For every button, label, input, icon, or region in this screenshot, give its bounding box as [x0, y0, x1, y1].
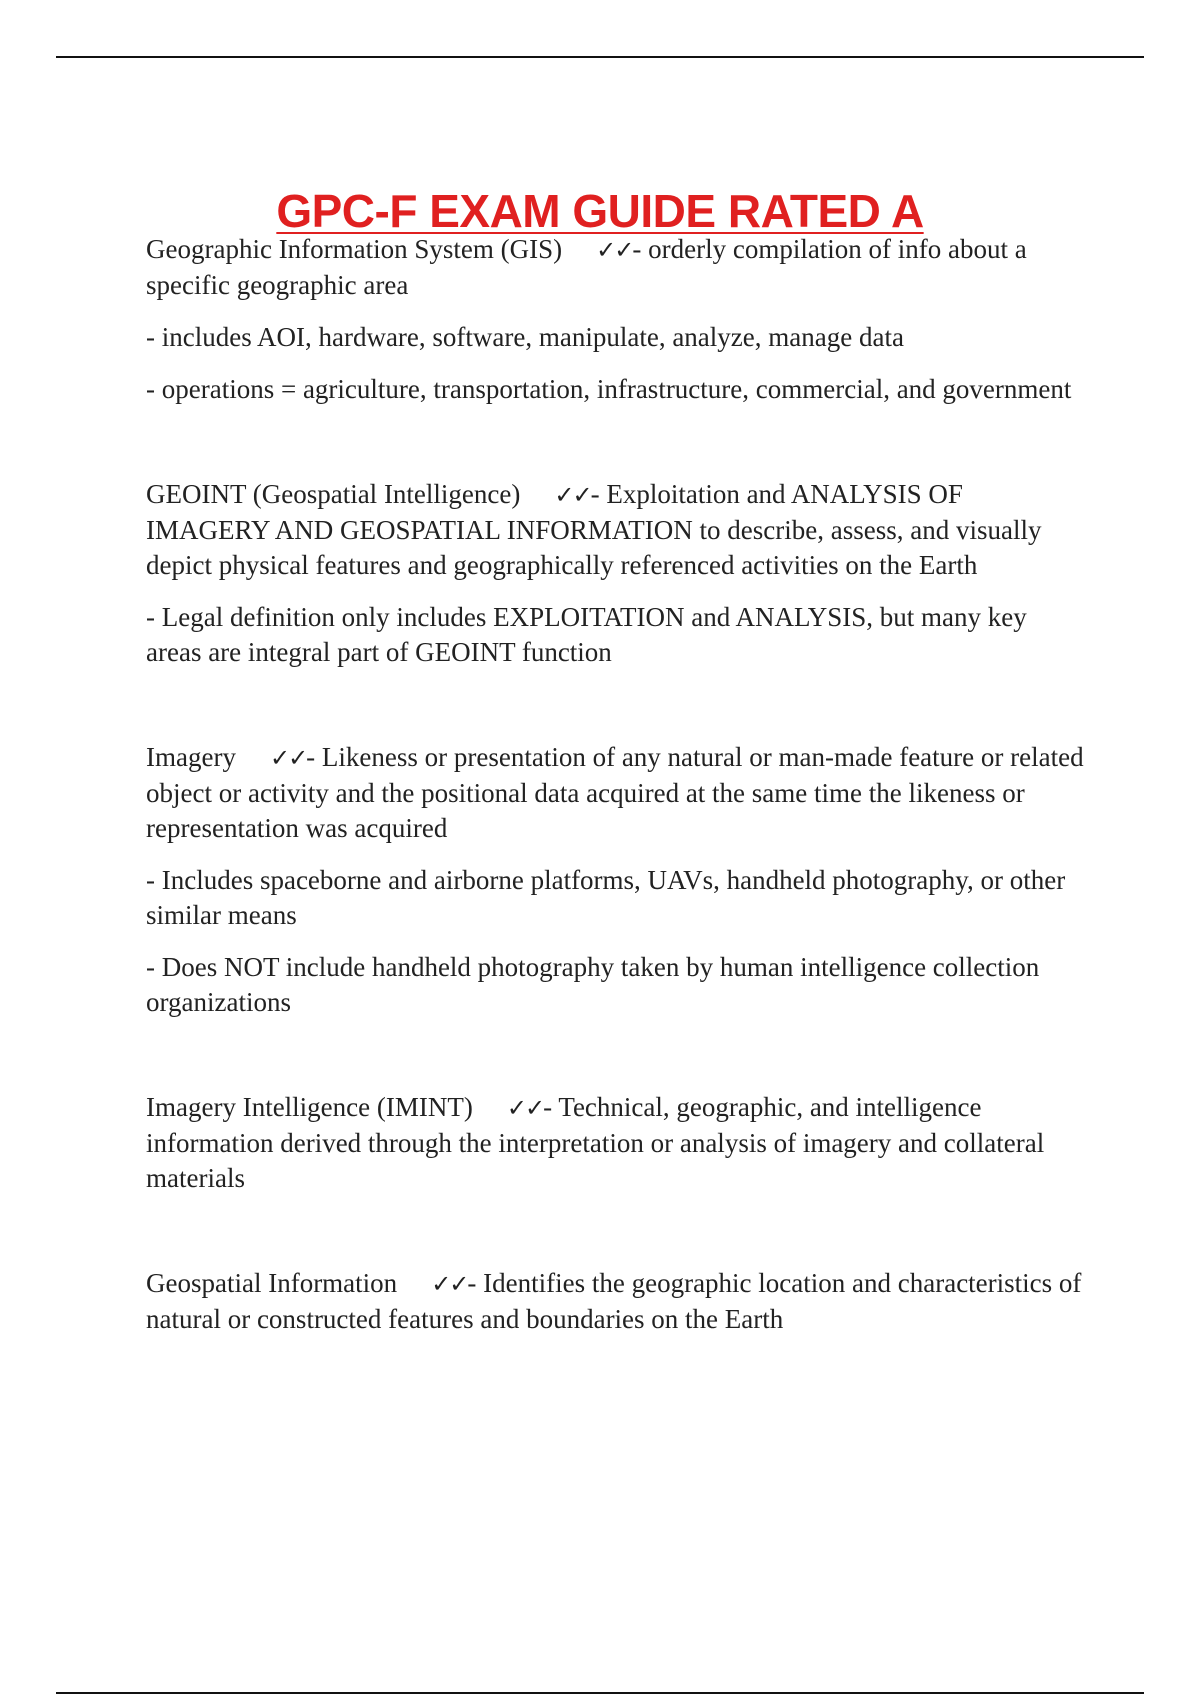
entry-imagery [146, 740, 1086, 1020]
entry-note: - includes AOI, hardware, software, manipulate, analyze, manage data [146, 322, 904, 352]
entry-note: - Does NOT include handheld photography taken by human intelligence collection organizations [146, 952, 1040, 1017]
bottom-rule [56, 1692, 1144, 1694]
check-icon: ✓✓ [269, 744, 307, 772]
entry-imint [146, 1090, 1086, 1196]
check-icon: ✓✓ [554, 481, 591, 509]
entry-definition [146, 1266, 1086, 1337]
entry-term: Geographic Information System (GIS) [146, 234, 563, 264]
entry-definition-text: - Likeness or presentation of any natural or man-made feature or related object or activity and the positional data acquired at the same time the likeness or representation was acquired [146, 742, 1084, 843]
entry-definition [146, 477, 1086, 583]
page-title [0, 183, 1200, 239]
check-icon: ✓✓ [431, 1270, 468, 1298]
entry-gis [146, 232, 1086, 407]
entry-definition [146, 232, 1086, 303]
entry-term: Imagery [146, 742, 236, 772]
entry-definition [146, 1090, 1086, 1196]
title-text: GPC-F EXAM GUIDE RATED A [276, 184, 924, 237]
entry-definition [146, 740, 1086, 846]
entry-term: Geospatial Information [146, 1268, 398, 1298]
entry-note: - operations = agriculture, transportation, infrastructure, commercial, and government [146, 374, 1072, 404]
entry-definition-text: - Identifies the geographic location and characteristics of natural or constructed features and boundaries on the Earth [146, 1268, 1082, 1334]
entry-definition-text: - Exploitation and ANALYSIS OF IMAGERY AND GEOSPATIAL INFORMATION to describe, assess, and visually depict physical features and geographically referenced activities on the Earth [146, 479, 1042, 580]
entry-geoint [146, 477, 1086, 670]
entry-note: - Legal definition only includes EXPLOITATION and ANALYSIS, but many key areas are integral part of GEOINT function [146, 602, 1027, 667]
entry-term: GEOINT (Geospatial Intelligence) [146, 479, 521, 509]
entry-definition-text: - orderly compilation of info about a specific geographic area [146, 234, 1027, 300]
entry-definition-text: - Technical, geographic, and intelligence information derived through the interpretation or analysis of imagery and collateral materials [146, 1092, 1045, 1193]
top-rule [56, 56, 1144, 58]
check-icon: ✓✓ [596, 236, 633, 264]
entry-term: Imagery Intelligence (IMINT) [146, 1092, 473, 1122]
document-body [146, 232, 1086, 1337]
check-icon: ✓✓ [506, 1094, 544, 1122]
entry-geospatial-information [146, 1266, 1086, 1337]
entry-note: - Includes spaceborne and airborne platforms, UAVs, handheld photography, or other similar means [146, 865, 1066, 930]
